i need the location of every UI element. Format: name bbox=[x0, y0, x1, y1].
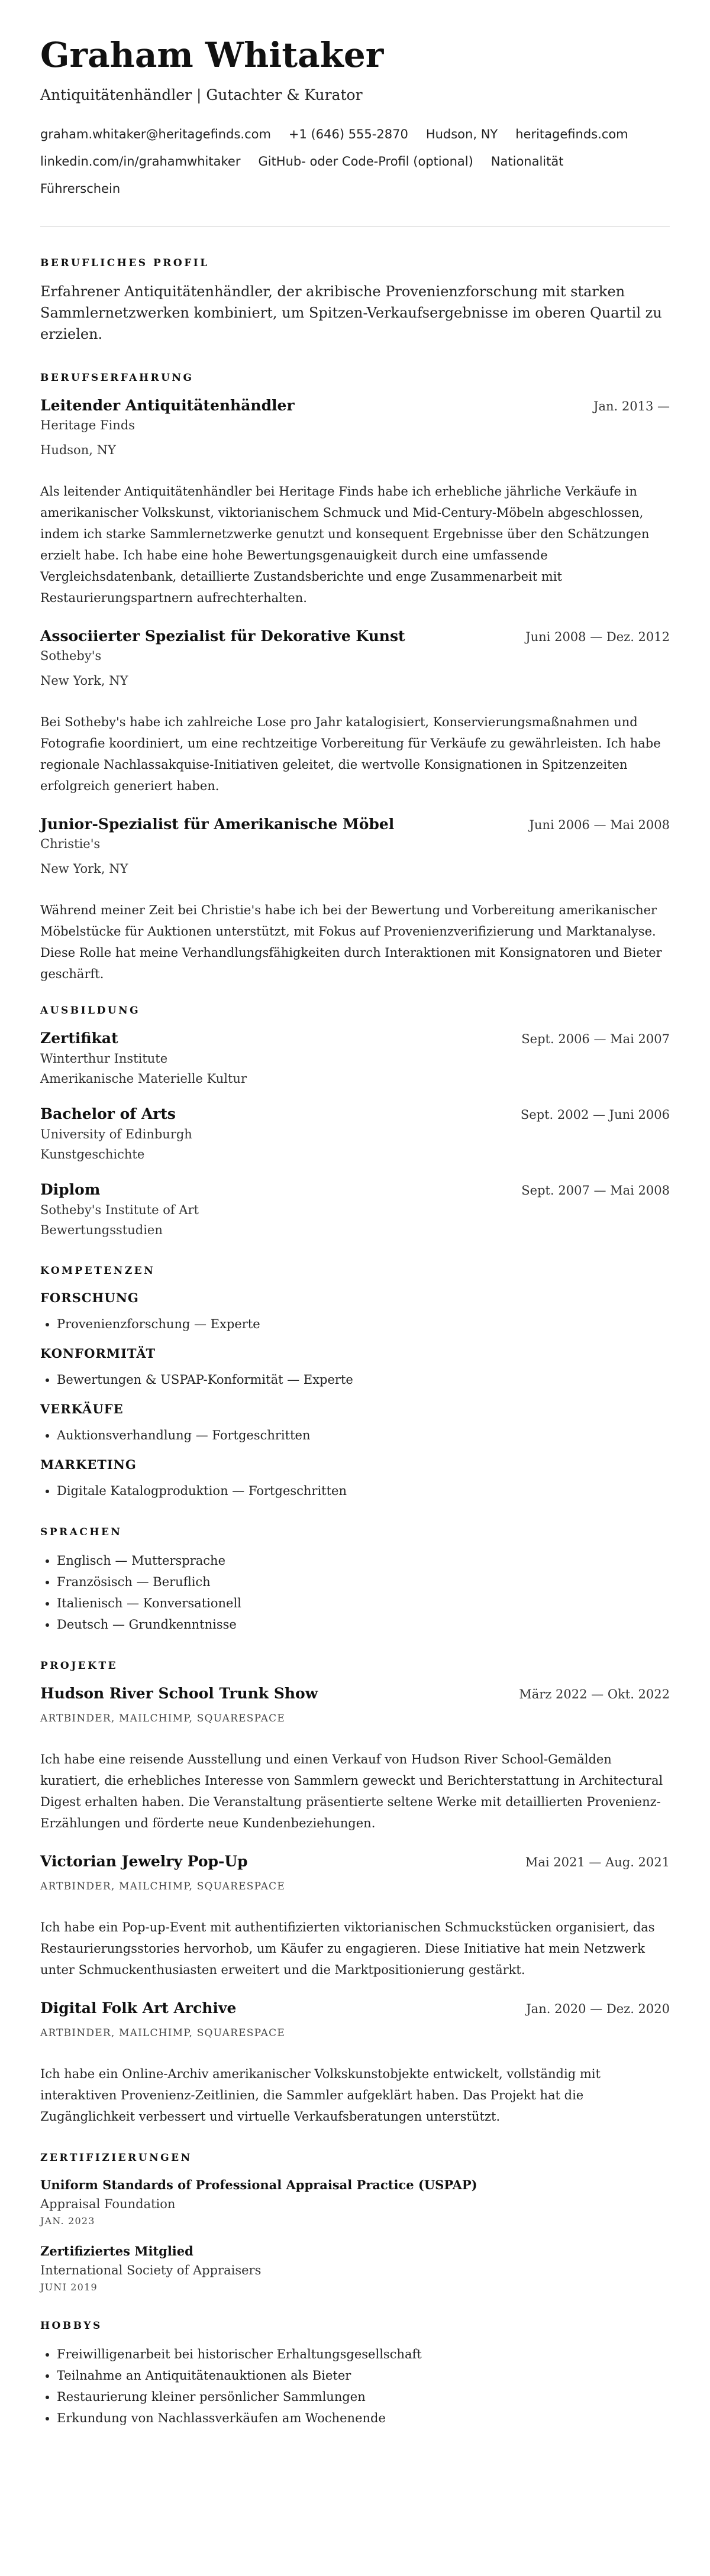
project-description: Ich habe ein Online-Archiv amerikanischer Volkskunstobjekte entwickelt, vollständig mit interaktiven Provenienz-Zeitlinien, die Sammler aufgeklärt haben. Das Projekt hat die Zugänglichkeit verbessert und virtuelle Verkaufsberatungen unterstützt. bbox=[40, 2067, 601, 2124]
candidate-headline: Antiquitätenhändler | Gutachter & Kurator bbox=[40, 86, 363, 103]
skill-group bbox=[40, 1455, 670, 1501]
project-description: Ich habe ein Pop-up-Event mit authentifizierten viktorianischen Schmuckstücken organisiert, das Restaurierungsstories hervorhob, um Käufer zu engagieren. Diese Initiative hat mein Netzwerk unter Schmuckenthusiasten erweitert und die Marktpositionierung gestärkt. bbox=[40, 1920, 655, 1977]
skills-section-title: KOMPETENZEN bbox=[40, 1265, 156, 1277]
contact-nationality: Nationalität bbox=[490, 154, 564, 169]
project-entry-header bbox=[40, 1852, 670, 1872]
certification-issuer: Appraisal Foundation bbox=[40, 2197, 176, 2211]
project-entry bbox=[40, 1684, 670, 1834]
languages-section-title: SPRACHEN bbox=[40, 1526, 122, 1538]
profile-summary: Erfahrener Antiquitätenhändler, der akribische Provenienzforschung mit starken Sammlernetzwerken kombiniert, um Spitzen-Verkaufsergebnisse im oberen Quartil zu erzielen. bbox=[40, 283, 662, 342]
project-dates: Jan. 2020 — Dez. 2020 bbox=[526, 2002, 670, 2016]
language-list bbox=[40, 1550, 670, 1635]
education-institution: Sotheby's Institute of Art bbox=[40, 1203, 199, 1217]
project-name: Hudson River School Trunk Show bbox=[40, 1685, 318, 1702]
contact-phone[interactable]: +1 (646) 555-2870 bbox=[288, 127, 408, 141]
project-dates: Mai 2021 — Aug. 2021 bbox=[525, 1855, 670, 1869]
degree-title: Bachelor of Arts bbox=[40, 1105, 176, 1122]
skill-item: • Digitale Katalogproduktion — Fortgeschritten bbox=[57, 1480, 670, 1501]
education-dates: Sept. 2007 — Mai 2008 bbox=[521, 1183, 670, 1198]
education-dates: Sept. 2006 — Mai 2007 bbox=[521, 1032, 670, 1046]
hobby-item: • Freiwilligenarbeit bei historischer Erhaltungsgesellschaft bbox=[57, 2344, 670, 2365]
job-title: Leitender Antiquitätenhändler bbox=[40, 397, 295, 414]
job-dates: Jan. 2013 — bbox=[593, 399, 670, 413]
skill-group bbox=[40, 1289, 670, 1335]
education-dates: Sept. 2002 — Juni 2006 bbox=[520, 1108, 670, 1122]
contact-website[interactable]: heritagefinds.com bbox=[515, 127, 628, 141]
job-company: Heritage Finds bbox=[40, 418, 135, 432]
experience-entry-header bbox=[40, 396, 670, 416]
contact-email[interactable]: graham.whitaker@heritagefinds.com bbox=[40, 127, 271, 141]
skill-category: MARKETING bbox=[40, 1457, 137, 1472]
skill-category: FORSCHUNG bbox=[40, 1290, 139, 1305]
education-entry bbox=[40, 1028, 670, 1089]
project-entry bbox=[40, 1998, 670, 2127]
degree-title: Diplom bbox=[40, 1181, 101, 1198]
education-section bbox=[40, 1004, 670, 1240]
language-item: • Englisch — Muttersprache bbox=[57, 1550, 670, 1571]
experience-entry bbox=[40, 626, 670, 797]
hobby-item: • Restaurierung kleiner persönlicher Sammlungen bbox=[57, 2386, 670, 2407]
contact-location: Hudson, NY bbox=[425, 127, 498, 141]
education-field: Amerikanische Materielle Kultur bbox=[40, 1072, 247, 1086]
contact-github[interactable]: GitHub- oder Code-Profil (optional) bbox=[258, 154, 473, 169]
experience-section-title: BERUFSERFAHRUNG bbox=[40, 372, 194, 384]
experience-entry-header bbox=[40, 814, 670, 834]
contact-drivers-license: Führerschein bbox=[40, 182, 121, 196]
skill-list bbox=[40, 1313, 670, 1335]
education-institution: Winterthur Institute bbox=[40, 1051, 168, 1066]
certification-entry bbox=[40, 2242, 670, 2295]
job-location: New York, NY bbox=[40, 674, 128, 688]
profile-section-title: BERUFLICHES PROFIL bbox=[40, 257, 209, 269]
job-dates: Juni 2008 — Dez. 2012 bbox=[525, 630, 670, 644]
job-title: Associierter Spezialist für Dekorative Kunst bbox=[40, 627, 405, 645]
contact-linkedin[interactable]: linkedin.com/in/grahamwhitaker bbox=[40, 154, 241, 169]
job-description: Bei Sotheby's habe ich zahlreiche Lose pro Jahr katalogisiert, Konservierungsmaßnahmen und Fotografie koordiniert, um eine rechtzeitige Vorbereitung für Verkäufe zu gewährleisten. Ich habe regionale Nachlassakquise-Initiativen geleitet, die wertvolle Konsignationen in Spitzenzeiten erfolgreich generiert haben. bbox=[40, 715, 661, 793]
skill-list bbox=[40, 1425, 670, 1446]
experience-entry bbox=[40, 814, 670, 985]
project-name: Digital Folk Art Archive bbox=[40, 1999, 237, 2017]
skill-list bbox=[40, 1480, 670, 1501]
language-item: • Französisch — Beruflich bbox=[57, 1571, 670, 1593]
experience-entry bbox=[40, 396, 670, 609]
project-description: Ich habe eine reisende Ausstellung und einen Verkauf von Hudson River School-Gemälden kuratiert, die erhebliches Interesse von Sammlern geweckt und Berichterstattung in Architectural Digest erhalten haben. Die Veranstaltung präsentierte seltene Werke mit detaillierten Provenienz-Erzählungen und förderte neue Kundenbeziehungen. bbox=[40, 1752, 663, 1830]
education-field: Kunstgeschichte bbox=[40, 1147, 145, 1161]
education-entry bbox=[40, 1104, 670, 1164]
degree-title: Zertifikat bbox=[40, 1030, 118, 1047]
job-description: Als leitender Antiquitätenhändler bei Heritage Finds habe ich erhebliche jährliche Verkäufe in amerikanischer Volkskunst, viktorianischem Schmuck und Mid-Century-Möbeln abgeschlossen, indem ich starke Sammlernetzwerke genutzt und konsequent Ergebnisse über den Schätzungen erzielt habe. Ich habe eine hohe Bewertungsgenauigkeit durch eine umfassende Vergleichsdatenbank, detaillierte Zustandsberichte und enge Zusammenarbeit mit Restaurierungspartnern aufrechterhalten. bbox=[40, 484, 650, 605]
education-field: Bewertungsstudien bbox=[40, 1223, 163, 1237]
experience-section bbox=[40, 371, 670, 985]
skill-category: KONFORMITÄT bbox=[40, 1346, 156, 1361]
education-entry-header bbox=[40, 1180, 670, 1200]
contact-info-secondary bbox=[40, 153, 670, 170]
candidate-name: Graham Whitaker bbox=[40, 35, 384, 75]
certification-name: Zertifiziertes Mitglied bbox=[40, 2244, 193, 2258]
language-item: • Deutsch — Grundkenntnisse bbox=[57, 1614, 670, 1635]
skill-group bbox=[40, 1344, 670, 1390]
education-entry-header bbox=[40, 1104, 670, 1124]
certification-date: JUNI 2019 bbox=[40, 2281, 98, 2293]
project-tools: ARTBINDER, MAILCHIMP, SQUARESPACE bbox=[40, 2027, 285, 2039]
hobbies-section bbox=[40, 2319, 670, 2429]
hobby-list bbox=[40, 2344, 670, 2429]
certification-name: Uniform Standards of Professional Appraisal Practice (USPAP) bbox=[40, 2177, 477, 2192]
contact-info-tertiary bbox=[40, 180, 670, 198]
job-company: Sotheby's bbox=[40, 649, 102, 663]
hobby-item: • Teilnahme an Antiquitätenauktionen als Bieter bbox=[57, 2365, 670, 2386]
hobbies-section-title: HOBBYS bbox=[40, 2320, 102, 2332]
project-dates: März 2022 — Okt. 2022 bbox=[519, 1687, 670, 1701]
skill-category: VERKÄUFE bbox=[40, 1402, 124, 1416]
project-entry-header bbox=[40, 1998, 670, 2018]
profile-section bbox=[40, 256, 670, 345]
education-institution: University of Edinburgh bbox=[40, 1127, 192, 1141]
job-location: New York, NY bbox=[40, 862, 128, 876]
resume-header bbox=[40, 34, 670, 198]
job-company: Christie's bbox=[40, 837, 101, 851]
skill-group bbox=[40, 1400, 670, 1446]
languages-section bbox=[40, 1525, 670, 1635]
contact-info bbox=[40, 125, 670, 143]
job-description: Während meiner Zeit bei Christie's habe ich bei der Bewertung und Vorbereitung amerikanischer Möbelstücke für Auktionen unterstützt, mit Fokus auf Provenienzverifizierung und Marktanalyse. Diese Rolle hat meine Verhandlungsfähigkeiten durch Interaktionen mit Konsignatoren und Bieter geschärft. bbox=[40, 903, 662, 981]
education-entry bbox=[40, 1180, 670, 1240]
job-title: Junior-Spezialist für Amerikanische Möbel bbox=[40, 815, 395, 833]
project-tools: ARTBINDER, MAILCHIMP, SQUARESPACE bbox=[40, 1881, 285, 1892]
certifications-section-title: ZERTIFIZIERUNGEN bbox=[40, 2152, 192, 2164]
skill-item: • Provenienzforschung — Experte bbox=[57, 1313, 670, 1335]
language-item: • Italienisch — Konversationell bbox=[57, 1593, 670, 1614]
project-entry bbox=[40, 1852, 670, 1980]
skills-section bbox=[40, 1264, 670, 1501]
project-entry-header bbox=[40, 1684, 670, 1704]
project-tools: ARTBINDER, MAILCHIMP, SQUARESPACE bbox=[40, 1713, 285, 1724]
certification-entry bbox=[40, 2176, 670, 2229]
certification-issuer: International Society of Appraisers bbox=[40, 2263, 262, 2277]
education-section-title: AUSBILDUNG bbox=[40, 1005, 141, 1017]
job-location: Hudson, NY bbox=[40, 443, 116, 457]
projects-section-title: PROJEKTE bbox=[40, 1660, 118, 1672]
skill-item: • Auktionsverhandlung — Fortgeschritten bbox=[57, 1425, 670, 1446]
hobby-item: • Erkundung von Nachlassverkäufen am Wochenende bbox=[57, 2407, 670, 2429]
skill-list bbox=[40, 1369, 670, 1390]
certifications-section bbox=[40, 2151, 670, 2295]
projects-section bbox=[40, 1659, 670, 2127]
certification-date: JAN. 2023 bbox=[40, 2215, 95, 2227]
education-entry-header bbox=[40, 1028, 670, 1048]
job-dates: Juni 2006 — Mai 2008 bbox=[529, 818, 670, 832]
skill-item: • Bewertungen & USPAP-Konformität — Experte bbox=[57, 1369, 670, 1390]
project-name: Victorian Jewelry Pop-Up bbox=[40, 1853, 248, 1870]
experience-entry-header bbox=[40, 626, 670, 646]
